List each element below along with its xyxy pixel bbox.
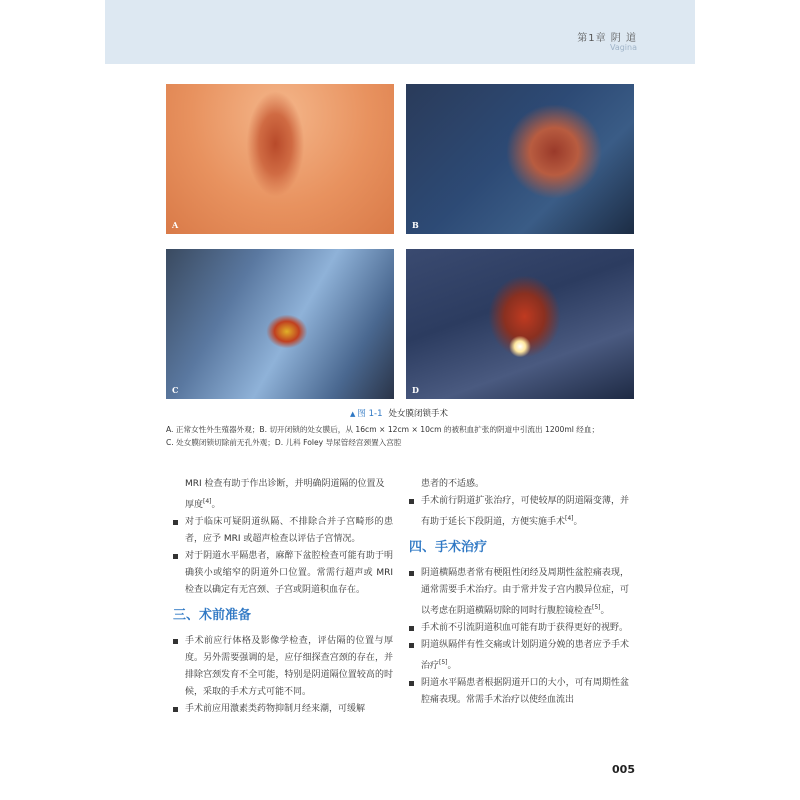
photo-label: C [172,385,179,395]
bullet-square-icon [409,626,414,631]
reference: [5] [592,604,601,611]
figure-title-text: 处女膜闭锁手术 [388,409,448,419]
figure-photo-d [406,249,634,399]
section-heading: 四、手术治疗 [409,540,488,555]
bullet-item [409,637,629,675]
bullet-square-icon [409,643,414,648]
punctuation: 。 [447,661,457,671]
reference: [4] [565,515,574,522]
bullet-square-icon [409,571,414,576]
triangle-icon: ▲ [350,410,356,418]
bullet-item [409,565,629,620]
bullet-text: 手术前应行体格及影像学检查，评估隔的位置与厚度。另外需要强调的是，应仔细探查宫颈的存在，并排除宫颈发育不全可能，特别是阴道隔位置较高的时候，采取的手术方式可能不同。 [185,636,393,697]
figure-photo-c [166,249,394,399]
book-page [105,0,695,800]
punctuation: 。 [211,500,221,510]
bullet-text: 对于阴道水平隔患者，麻醉下盆腔检查可能有助于明确狭小或缩窄的阴道外口位置。常需行超声或 MRI 检查以确定有无宫颈、子宫或阴道积血存在。 [185,551,393,595]
bullet-square-icon [173,639,178,644]
paragraph: 患者的不适感。 [421,479,485,489]
caption-line: C. 处女膜闭锁切除前无孔外观；D. 儿科 Foley 导尿管经宫颈置入宫腔 [166,438,402,447]
bullet-text: 手术前不引流阴道积血可能有助于获得更好的视野。 [421,623,629,633]
punctuation: 。 [573,517,583,527]
figure-caption [166,423,636,449]
page-number: 005 [612,763,635,776]
figure-number: 图 1-1 [357,409,383,419]
running-header [105,0,695,64]
bullet-text: 阴道横隔患者常有梗阻性闭经及周期性盆腔痛表现，通常需要手术治疗。由于常并发子宫内膜异位症，可以考虑在阴道横隔切除的同时行腹腔镜检查 [421,568,629,616]
paragraph [173,476,393,514]
chapter-title-english: Vagina [609,43,637,52]
bullet-text: 阴道水平隔患者根据阴道开口的大小，可有周期性盆腔痛表现。常需手术治疗以使经血流出 [421,678,629,705]
bullet-text: 手术前应用激素类药物抑制月经来潮，可缓解 [185,704,366,714]
bullet-item [173,633,393,701]
bullet-text: 阴道纵隔伴有性交痛或计划阴道分娩的患者应予手术治疗 [421,640,629,671]
bullet-square-icon [173,707,178,712]
photo-label: D [412,385,419,395]
paragraph-text: MRI 检查有助于作出诊断，并明确阴道隔的位置及厚度 [185,479,385,510]
bullet-square-icon [409,499,414,504]
bullet-square-icon [173,554,178,559]
caption-line: A. 正常女性外生殖器外观；B. 切开闭锁的处女膜后，从 16cm × 12cm × 10cm 的被积血扩张的阴道中引流出 1200ml 经血； [166,425,600,434]
figure-title [350,407,448,419]
section-heading: 三、术前准备 [173,608,252,623]
bullet-item [409,675,629,709]
bullet-text: 对于临床可疑阴道纵隔、不排除合并子宫畸形的患者，应予 MRI 或超声检查以评估子宫情况。 [185,517,393,544]
bullet-square-icon [409,681,414,686]
bullet-item [409,620,629,637]
bullet-item [173,514,393,548]
text-column-left [173,476,393,718]
chapter-title: 第1章 阴 道 [577,33,637,44]
photo-label: B [412,220,419,230]
reference: [5] [439,659,448,666]
text-column-right [409,476,629,709]
reference: [4] [203,498,212,505]
bullet-text: 手术前行阴道扩张治疗，可使较厚的阴道隔变薄，并有助于延长下段阴道，方便实施手术 [421,496,629,527]
photo-label: A [172,220,179,230]
bullet-item [409,493,629,531]
punctuation: 。 [600,606,610,616]
bullet-item [173,548,393,599]
bullet-item [173,701,393,718]
bullet-square-icon [173,520,178,525]
figure-photo-a [166,84,394,234]
figure-photo-b [406,84,634,234]
